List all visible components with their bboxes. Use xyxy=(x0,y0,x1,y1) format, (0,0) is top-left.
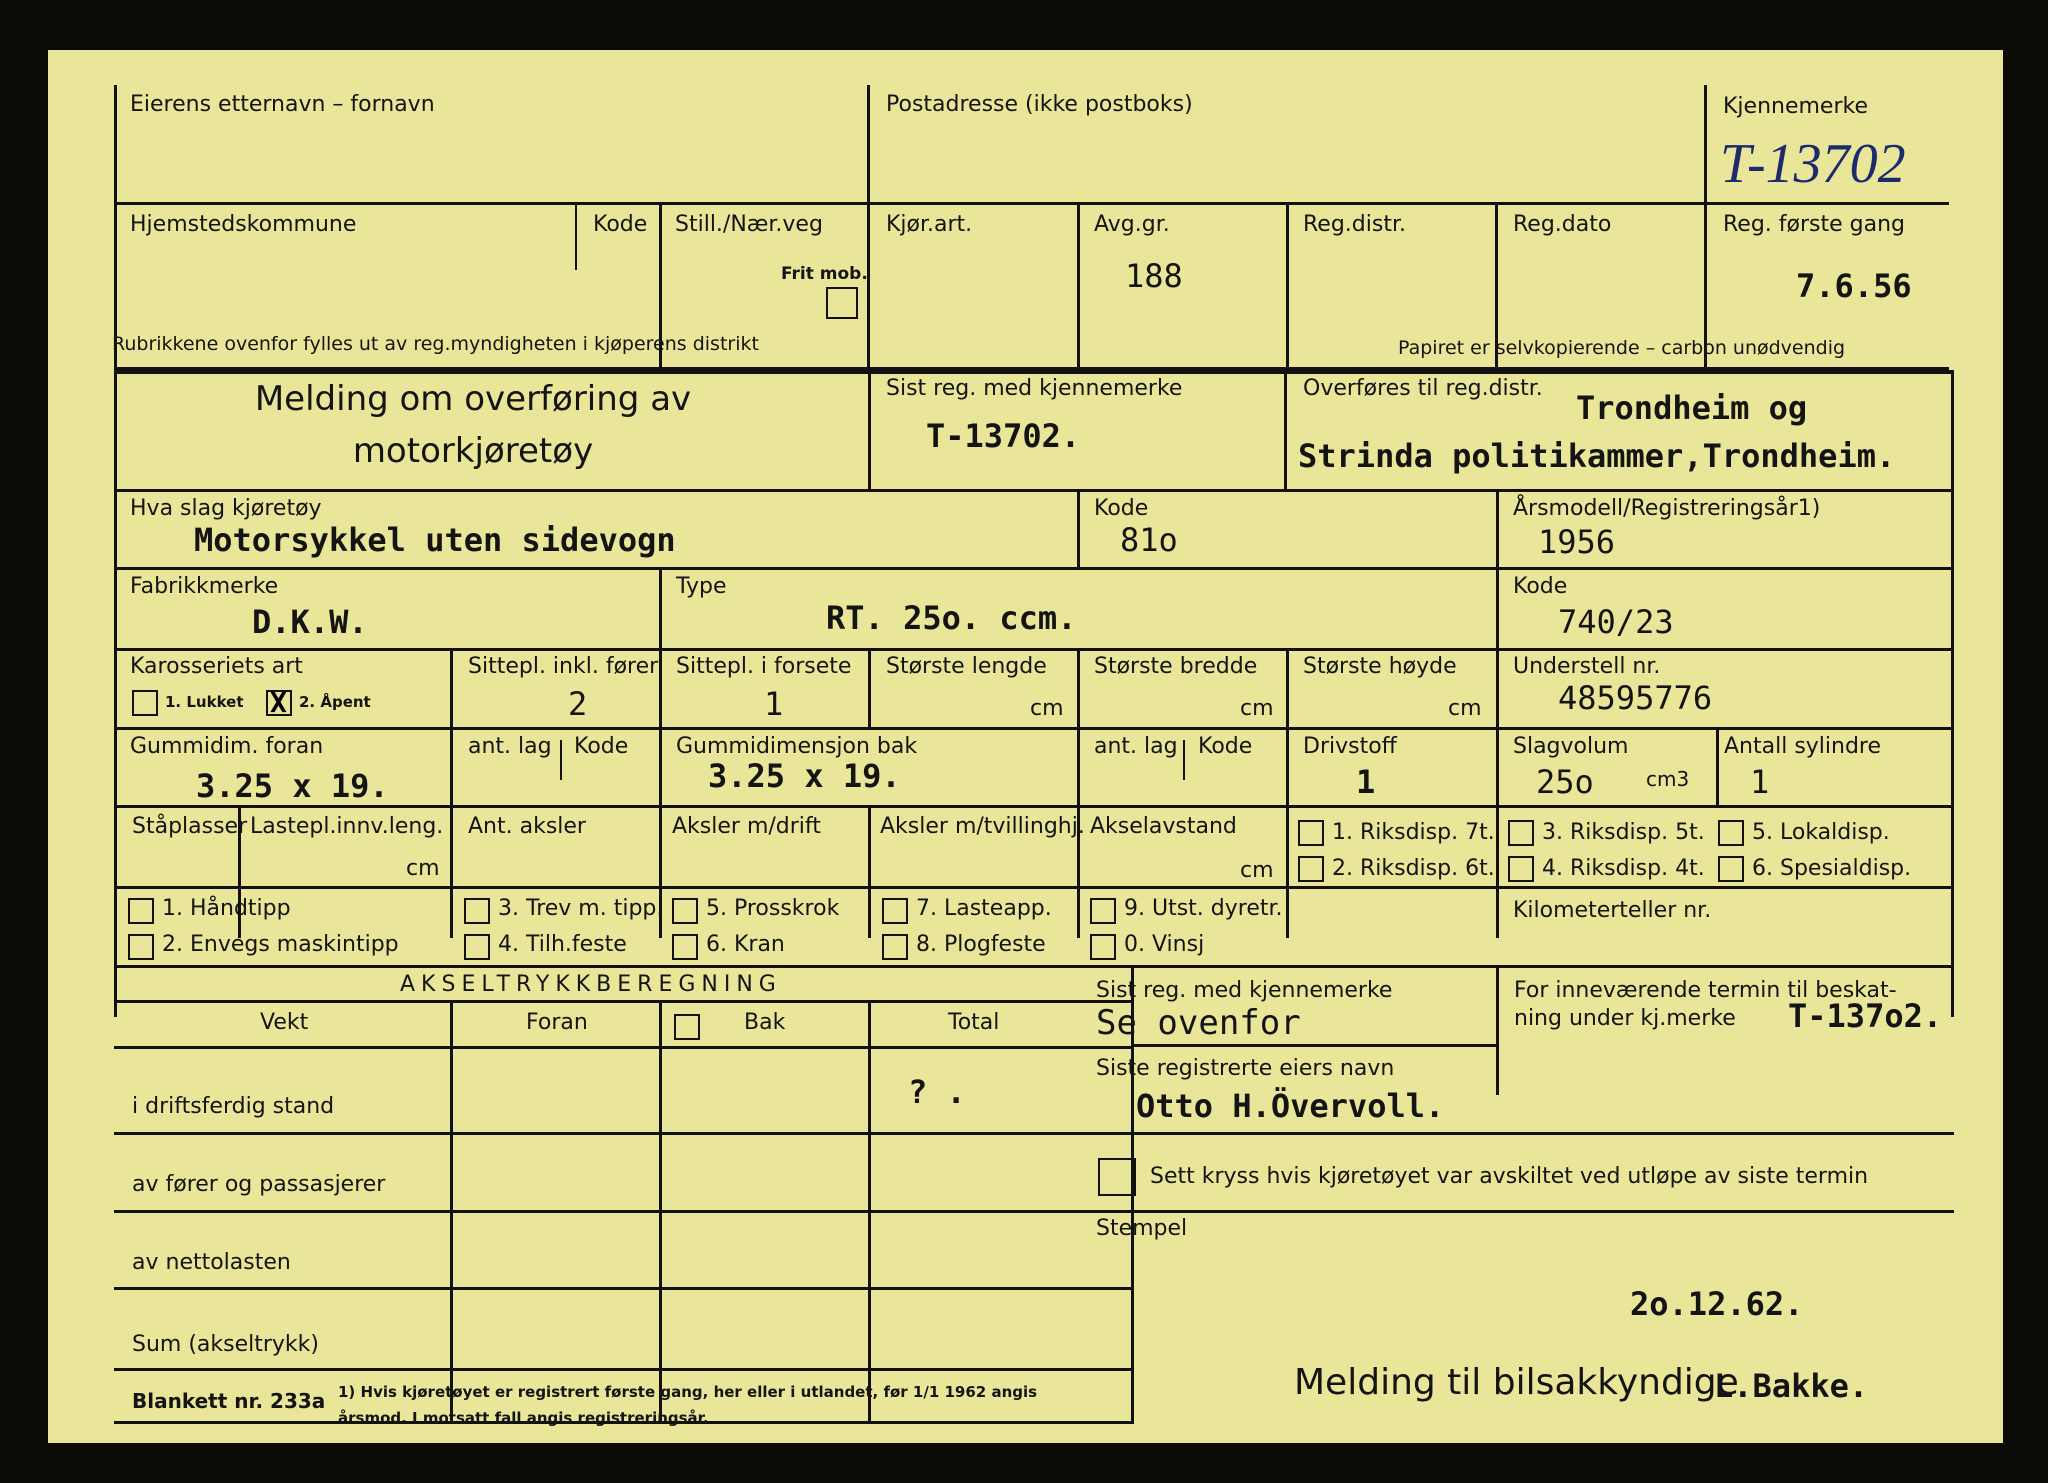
rear-tyre-value: 3.25 x 19. xyxy=(708,757,901,795)
footnote-line1: 1) Hvis kjøretøyet er registrert første gang, her eller i utlandet, før 1/1 1962 angis xyxy=(338,1383,1038,1401)
winch-label: 0. Vinsj xyxy=(1124,932,1205,957)
rule xyxy=(450,808,453,938)
body-type-label: Karosseriets art xyxy=(130,654,303,679)
type-value: RT. 25o. ccm. xyxy=(826,599,1077,637)
rule xyxy=(1131,1044,1496,1047)
type-code-label: Kode xyxy=(1513,574,1568,599)
rule xyxy=(1131,1132,1954,1135)
riksdisp-5t-label: 3. Riksdisp. 5t. xyxy=(1542,820,1705,845)
loader-label: 7. Lasteapp. xyxy=(916,896,1052,921)
displacement-value: 25o xyxy=(1536,763,1594,801)
registration-mark-handwritten: T-13702 xyxy=(1720,133,1906,195)
front-seats-value: 1 xyxy=(764,685,784,723)
stamp-label: Stempel xyxy=(1096,1216,1188,1241)
postal-address-label: Postadresse (ikke postboks) xyxy=(886,92,1193,117)
closed-body-label: 1. Lukket xyxy=(165,693,244,711)
vehicle-kind-code-value: 81o xyxy=(1120,521,1178,559)
form-title-line2: motorkjøretøy xyxy=(352,431,594,471)
rear-tyre-code-label: Kode xyxy=(1198,734,1253,759)
rule xyxy=(1286,808,1289,938)
riksdisp-7t-checkbox[interactable] xyxy=(1298,820,1324,846)
rule xyxy=(114,85,117,367)
last-reg-mark-label: Sist reg. med kjennemerke xyxy=(886,376,1183,401)
riksdisp-4t-checkbox[interactable] xyxy=(1508,856,1534,882)
odometer-label: Kilometerteller nr. xyxy=(1513,898,1712,923)
rule xyxy=(1077,492,1080,569)
riksdisp-5t-checkbox[interactable] xyxy=(1508,820,1534,846)
winch-checkbox[interactable] xyxy=(1090,934,1116,960)
closed-body-checkbox[interactable] xyxy=(132,690,158,716)
riksdisp-6t-label: 2. Riksdisp. 6t. xyxy=(1332,856,1495,881)
rule xyxy=(1496,968,1499,1095)
rule xyxy=(114,1210,1131,1213)
rule xyxy=(560,740,562,780)
axle-load-title: AKSELTRYKKBEREGNING xyxy=(400,972,782,997)
length-label: Største lengde xyxy=(886,654,1047,679)
transfer-district-line1: Trondheim og xyxy=(1576,389,1808,427)
rule xyxy=(114,648,1954,651)
crane-checkbox[interactable] xyxy=(672,934,698,960)
owner-name-label: Eierens etternavn – fornavn xyxy=(130,92,435,117)
front-tyre-value: 3.25 x 19. xyxy=(196,767,389,805)
deregistered-checkbox[interactable] xyxy=(1098,1158,1136,1196)
col-rear-header: Bak xyxy=(744,1010,786,1035)
transfer-district-label: Overføres til reg.distr. xyxy=(1303,376,1543,401)
riksdisp-4t-label: 4. Riksdisp. 4t. xyxy=(1542,856,1705,881)
load-length-unit: cm xyxy=(406,856,440,881)
rule xyxy=(114,489,1954,492)
rule xyxy=(1183,740,1185,780)
rule xyxy=(114,1000,1131,1003)
twin-axles-label: Aksler m/tvillinghj. xyxy=(880,814,1085,839)
tax-group-label: Avg.gr. xyxy=(1094,212,1170,237)
seats-label: Sittepl. inkl. fører xyxy=(468,654,659,679)
height-label: Største høyde xyxy=(1303,654,1457,679)
rule xyxy=(1077,730,1080,807)
prosskrok-checkbox[interactable] xyxy=(672,898,698,924)
local-disp-checkbox[interactable] xyxy=(1718,820,1744,846)
last-owner-label: Siste registrerte eiers navn xyxy=(1096,1056,1395,1081)
rule xyxy=(1496,650,1499,728)
rule xyxy=(114,1132,1131,1135)
rule xyxy=(1716,730,1719,807)
fuel-label: Drivstoff xyxy=(1303,734,1397,759)
rule xyxy=(1496,570,1499,650)
row-driver-label: av fører og passasjerer xyxy=(132,1172,386,1197)
first-reg-label: Reg. første gang xyxy=(1723,212,1906,237)
vehicle-kind-label: Hva slag kjøretøy xyxy=(130,496,322,521)
make-value: D.K.W. xyxy=(252,603,368,641)
tow-hitch-label: 4. Tilh.feste xyxy=(498,932,627,957)
rule xyxy=(1131,1210,1954,1213)
rear-layers-label: ant. lag xyxy=(1094,734,1178,759)
municipality-code-label: Kode xyxy=(593,212,648,237)
wheelbase-label: Akselavstand xyxy=(1090,814,1237,839)
col-front-header: Foran xyxy=(526,1010,588,1035)
reg-district-label: Reg.distr. xyxy=(1303,212,1406,237)
municipality-label: Hjemstedskommune xyxy=(130,212,357,237)
row-sum-label: Sum (akseltrykk) xyxy=(132,1332,319,1357)
rule xyxy=(1077,205,1080,367)
rule xyxy=(868,808,871,938)
front-layers-label: ant. lag xyxy=(468,734,552,759)
rule xyxy=(1284,372,1287,491)
form-number: Blankett nr. 233a xyxy=(132,1389,326,1413)
position-label: Still./Nær.veg xyxy=(675,212,823,237)
registration-mark-label: Kjennemerke xyxy=(1723,94,1868,119)
trev-tipper-checkbox[interactable] xyxy=(464,898,490,924)
oneway-tipper-label: 2. Envegs maskintipp xyxy=(162,932,399,957)
stamp-date: 2o.12.62. xyxy=(1630,1285,1804,1323)
form-title-line1: Melding om overføring av xyxy=(254,379,692,419)
rule xyxy=(114,1046,1131,1049)
open-body-label: 2. Åpent xyxy=(299,693,371,711)
registration-form-card xyxy=(48,50,2003,1443)
length-unit: cm xyxy=(1030,696,1064,721)
rule xyxy=(1286,650,1289,728)
rule xyxy=(114,1287,1131,1290)
rule xyxy=(114,202,1949,205)
rule xyxy=(868,650,871,728)
footnote-line2: årsmod. I motsatt fall angis registreringsår. xyxy=(338,1409,709,1427)
frit-mob-checkbox[interactable] xyxy=(826,287,858,319)
rule xyxy=(114,370,1954,374)
front-tyre-code-label: Kode xyxy=(574,734,629,759)
displacement-label: Slagvolum xyxy=(1513,734,1629,759)
rule xyxy=(867,205,870,367)
model-year-label: Årsmodell/Registreringsår1) xyxy=(1513,496,1821,521)
note-left: Rubrikkene ovenfor fylles ut av reg.myndigheten i kjøperens distrikt xyxy=(112,333,759,355)
rule xyxy=(450,730,453,807)
term-label-1: For inneværende termin til beskat- xyxy=(1514,978,1897,1003)
cylinders-value: 1 xyxy=(1750,763,1770,801)
col-total-header: Total xyxy=(948,1010,1000,1035)
rule xyxy=(114,805,1954,808)
tax-group-value: 188 xyxy=(1125,257,1183,295)
signature: L.Bakke. xyxy=(1714,1367,1869,1405)
rule xyxy=(1496,808,1499,938)
rule xyxy=(114,886,1954,889)
rear-axle-checkbox[interactable] xyxy=(674,1014,700,1040)
row-operating-total: ? . xyxy=(908,1073,966,1111)
trev-tipper-label: 3. Trev m. tipp. xyxy=(498,896,664,921)
tow-hitch-checkbox[interactable] xyxy=(464,934,490,960)
hand-tipper-checkbox[interactable] xyxy=(128,898,154,924)
wheelbase-unit: cm xyxy=(1240,858,1274,883)
special-disp-checkbox[interactable] xyxy=(1718,856,1744,882)
make-label: Fabrikkmerke xyxy=(130,574,279,599)
loader-checkbox[interactable] xyxy=(882,898,908,924)
riksdisp-7t-label: 1. Riksdisp. 7t. xyxy=(1332,820,1495,845)
row-operating-label: i driftsferdig stand xyxy=(132,1094,335,1119)
rule xyxy=(659,650,662,728)
right-last-reg-value: Se ovenfor xyxy=(1096,1003,1301,1043)
note-right: Papiret er selvkopierende – carbon unødvendig xyxy=(1398,337,1846,359)
rule xyxy=(114,567,1954,570)
cylinders-label: Antall sylindre xyxy=(1724,734,1882,759)
animal-transport-checkbox[interactable] xyxy=(1090,898,1116,924)
open-body-checkbox[interactable] xyxy=(266,686,292,719)
rule xyxy=(114,1368,1131,1371)
drive-axles-label: Aksler m/drift xyxy=(672,814,821,839)
rule xyxy=(659,570,662,650)
fuel-value: 1 xyxy=(1356,763,1376,801)
vehicle-kind-code-label: Kode xyxy=(1094,496,1149,521)
rule xyxy=(868,372,871,491)
chassis-label: Understell nr. xyxy=(1513,654,1661,679)
standing-places-label: Ståplasser xyxy=(132,814,248,839)
right-last-reg-label: Sist reg. med kjennemerke xyxy=(1096,978,1393,1003)
last-owner-value: Otto H.Övervoll. xyxy=(1136,1087,1445,1125)
rule xyxy=(1496,730,1499,807)
frit-mob-label: Frit mob. xyxy=(781,264,868,284)
front-seats-label: Sittepl. i forsete xyxy=(676,654,852,679)
col-weight-header: Vekt xyxy=(260,1010,309,1035)
deregistered-label: Sett kryss hvis kjøretøyet var avskiltet ved utløpe av siste termin xyxy=(1150,1164,1869,1189)
rule xyxy=(1496,492,1499,569)
last-reg-mark-value: T-13702. xyxy=(926,417,1081,455)
first-reg-value: 7.6.56 xyxy=(1796,267,1912,305)
row-netload-label: av nettolasten xyxy=(132,1250,291,1275)
displacement-unit: cm3 xyxy=(1646,767,1690,791)
local-disp-label: 5. Lokaldisp. xyxy=(1752,820,1890,845)
rule xyxy=(1077,650,1080,728)
width-label: Største bredde xyxy=(1094,654,1258,679)
seats-value: 2 xyxy=(568,685,588,723)
height-unit: cm xyxy=(1448,696,1482,721)
term-label-2: ning under kj.merke xyxy=(1514,1006,1736,1031)
model-year-value: 1956 xyxy=(1538,523,1616,561)
axles-label: Ant. aksler xyxy=(468,814,586,839)
term-value: T-137o2. xyxy=(1788,997,1943,1035)
plough-mount-checkbox[interactable] xyxy=(882,934,908,960)
oneway-tipper-checkbox[interactable] xyxy=(128,934,154,960)
rule xyxy=(1951,370,1954,1017)
animal-transport-label: 9. Utst. dyretr. xyxy=(1124,896,1283,921)
rule xyxy=(450,650,453,728)
front-tyre-label: Gummidim. foran xyxy=(130,734,324,759)
hand-tipper-label: 1. Håndtipp xyxy=(162,896,291,921)
rear-tyre-label: Gummidimensjon bak xyxy=(676,734,918,759)
chassis-value: 48595776 xyxy=(1558,679,1713,717)
type-label: Type xyxy=(676,574,727,599)
transfer-district-line2: Strinda politikammer,Trondheim. xyxy=(1298,437,1896,475)
open-body-check-mark: X xyxy=(270,686,287,719)
rule xyxy=(659,730,662,807)
rule xyxy=(114,727,1954,730)
special-disp-label: 6. Spesialdisp. xyxy=(1752,856,1912,881)
plough-mount-label: 8. Plogfeste xyxy=(916,932,1046,957)
prosskrok-label: 5. Prosskrok xyxy=(706,896,840,921)
rule xyxy=(575,205,577,270)
width-unit: cm xyxy=(1240,696,1274,721)
rule xyxy=(1286,205,1289,367)
message-label: Melding til bilsakkyndige xyxy=(1294,1362,1739,1403)
crane-label: 6. Kran xyxy=(706,932,785,957)
rule xyxy=(114,370,117,1017)
riksdisp-6t-checkbox[interactable] xyxy=(1298,856,1324,882)
driving-type-label: Kjør.art. xyxy=(886,212,973,237)
reg-date-label: Reg.dato xyxy=(1513,212,1612,237)
rule xyxy=(114,965,1954,968)
rule xyxy=(1286,730,1289,807)
load-length-label: Lastepl.innv.leng. xyxy=(250,814,444,839)
vehicle-kind-value: Motorsykkel uten sidevogn xyxy=(194,521,676,559)
type-code-value: 740/23 xyxy=(1558,603,1674,641)
